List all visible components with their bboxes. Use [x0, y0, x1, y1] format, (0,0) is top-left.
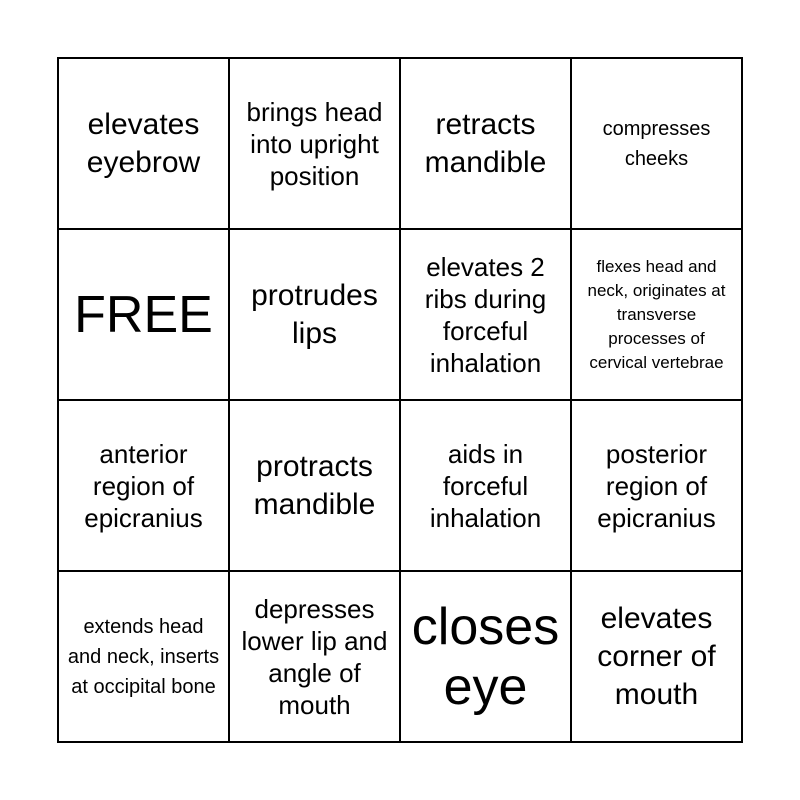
cell-text: elevates 2 ribs during forceful inhalation: [424, 251, 547, 378]
bingo-cell[interactable]: [572, 59, 743, 230]
free-space-label: FREE: [74, 285, 213, 344]
cell-text: retracts mandible: [424, 107, 547, 179]
bingo-cell[interactable]: [230, 230, 401, 401]
cell-text: protracts mandible: [253, 449, 376, 521]
bingo-cell[interactable]: [401, 572, 572, 743]
bingo-cell[interactable]: [59, 572, 230, 743]
cell-text: depresses lower lip and angle of mouth: [241, 593, 388, 720]
cell-text: posterior region of epicranius: [597, 438, 716, 533]
bingo-cell[interactable]: [230, 572, 401, 743]
bingo-cell[interactable]: [401, 230, 572, 401]
bingo-board: [57, 57, 743, 743]
free-space-cell[interactable]: [59, 230, 230, 401]
cell-text: elevates eyebrow: [86, 107, 201, 179]
cell-text: elevates corner of mouth: [597, 601, 716, 711]
bingo-cell[interactable]: [572, 401, 743, 572]
cell-text: compresses cheeks: [602, 117, 711, 170]
cell-text: anterior region of epicranius: [84, 438, 203, 533]
bingo-cell[interactable]: [401, 59, 572, 230]
cell-text: closes eye: [411, 597, 560, 716]
cell-text: flexes head and neck, originates at transverse processes of cervical vertebrae: [587, 256, 726, 372]
bingo-cell[interactable]: [572, 572, 743, 743]
bingo-cell[interactable]: [230, 401, 401, 572]
bingo-cell[interactable]: [59, 59, 230, 230]
cell-text: extends head and neck, inserts at occipital bone: [67, 615, 220, 698]
bingo-cell[interactable]: [230, 59, 401, 230]
bingo-cell[interactable]: [401, 401, 572, 572]
cell-text: brings head into upright position: [246, 96, 383, 191]
cell-text: protrudes lips: [251, 278, 378, 350]
cell-text: aids in forceful inhalation: [429, 438, 542, 533]
bingo-cell[interactable]: [59, 401, 230, 572]
bingo-cell[interactable]: [572, 230, 743, 401]
